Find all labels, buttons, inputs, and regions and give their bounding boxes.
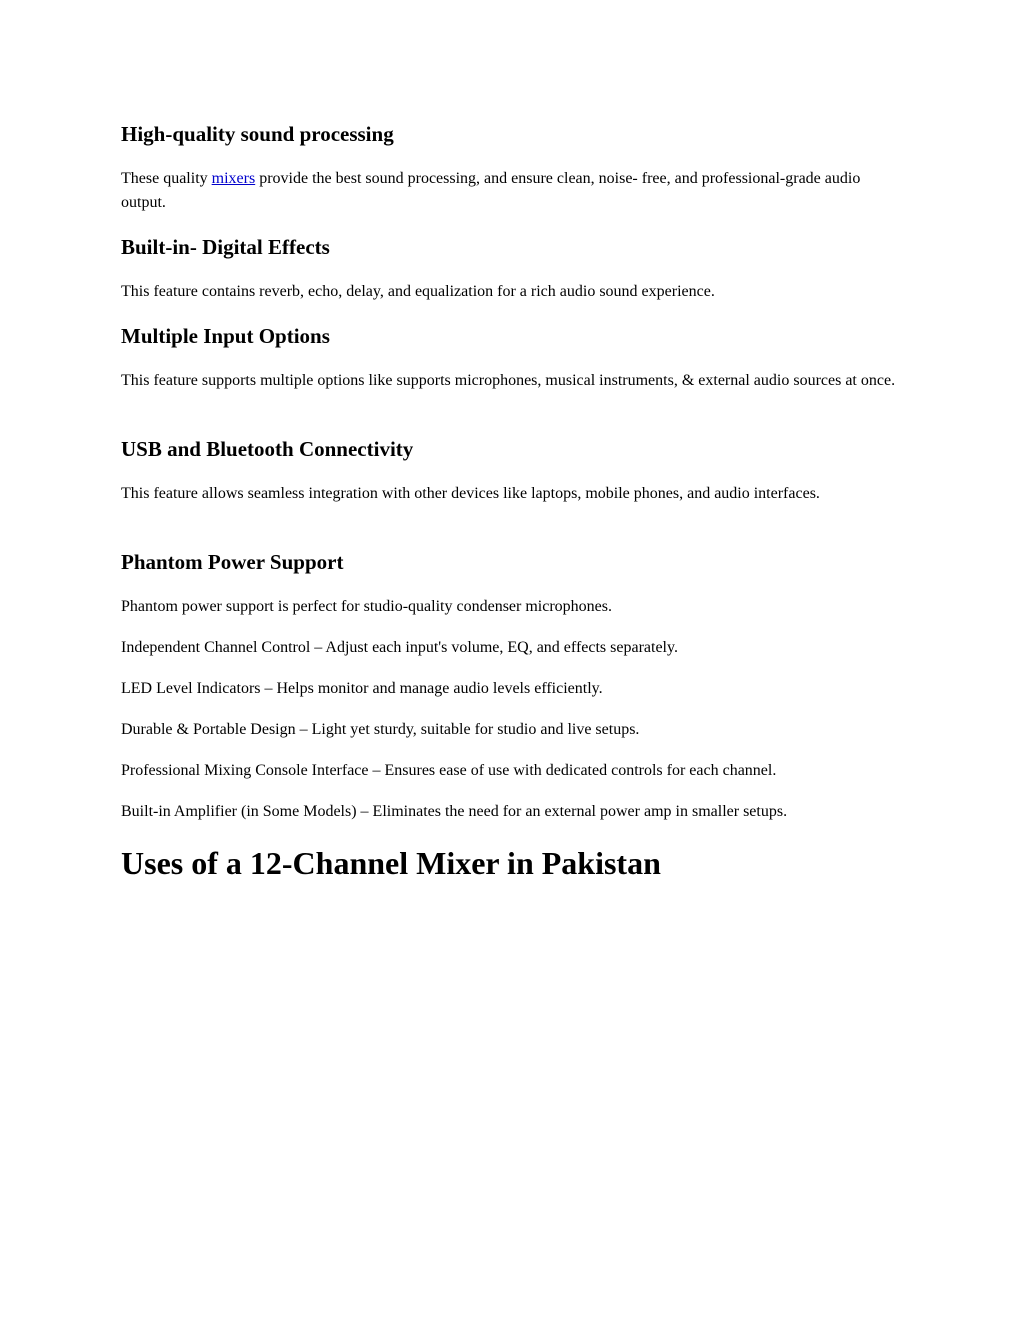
feature-line-built-in-amplifier: Built-in Amplifier (in Some Models) – Eliminates the need for an external power amp in smaller setups. bbox=[121, 803, 788, 820]
feature-line-channel-control: Independent Channel Control – Adjust each input's volume, EQ, and effects separately. bbox=[121, 639, 678, 656]
section-heading-digital-effects: Built-in- Digital Effects bbox=[121, 235, 330, 259]
section-heading-phantom-power: Phantom Power Support bbox=[121, 550, 344, 574]
mixers-link[interactable]: mixers bbox=[211, 170, 256, 187]
section-paragraph-digital-effects: This feature contains reverb, echo, delay, and equalization for a rich audio sound experience. bbox=[121, 283, 715, 300]
feature-line-durable-design: Durable & Portable Design – Light yet sturdy, suitable for studio and live setups. bbox=[121, 721, 640, 738]
section-heading-input-options: Multiple Input Options bbox=[121, 324, 330, 348]
section-paragraph-sound-processing bbox=[121, 167, 896, 215]
feature-line-led-indicators: LED Level Indicators – Helps monitor and manage audio levels efficiently. bbox=[121, 680, 603, 697]
section-paragraph-input-options: This feature supports multiple options like supports microphones, musical instruments, & external audio sources at once. bbox=[121, 372, 896, 389]
main-heading: Uses of a 12-Channel Mixer in Pakistan bbox=[121, 845, 661, 881]
section-paragraph-connectivity: This feature allows seamless integration with other devices like laptops, mobile phones, and audio interfaces. bbox=[121, 485, 820, 502]
paragraph-text: provide the best sound processing, and ensure clean, noise- free, and professional-grade audio output. bbox=[121, 170, 861, 211]
section-paragraph-phantom-power: Phantom power support is perfect for studio-quality condenser microphones. bbox=[121, 598, 612, 615]
feature-line-console-interface: Professional Mixing Console Interface – Ensures ease of use with dedicated controls for each channel. bbox=[121, 762, 777, 779]
section-heading-connectivity: USB and Bluetooth Connectivity bbox=[121, 437, 414, 461]
section-heading-sound-processing: High-quality sound processing bbox=[121, 122, 394, 146]
paragraph-text: These quality bbox=[121, 170, 212, 187]
